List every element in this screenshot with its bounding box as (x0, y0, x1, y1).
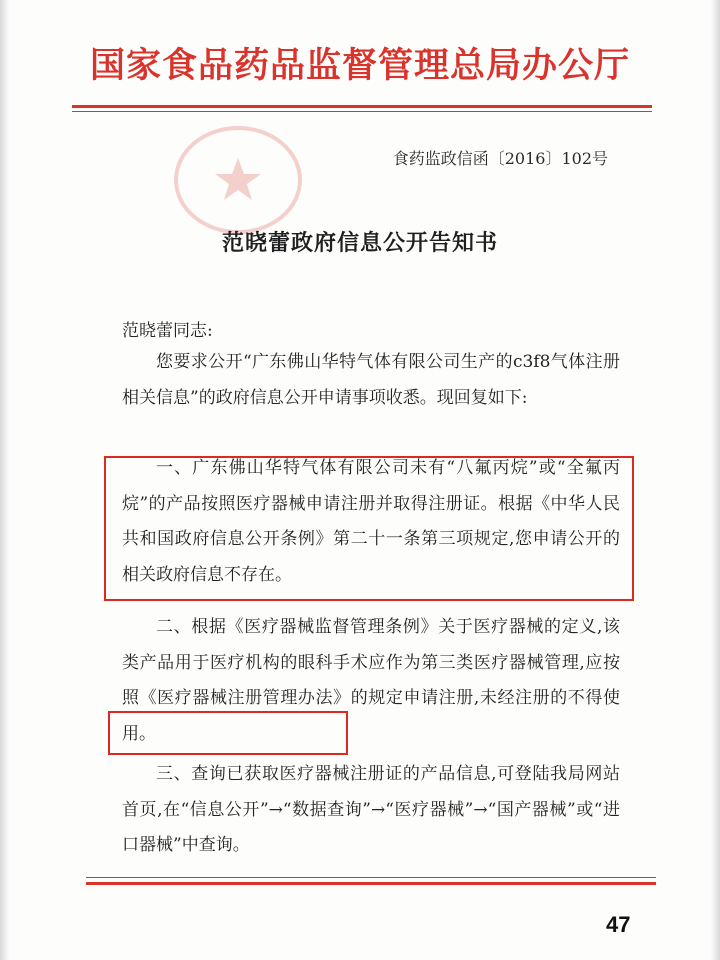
paragraph-intro: 您要求公开“广东佛山华特气体有限公司生产的c3f8气体注册相关信息”的政府信息公开申请事项收悉。现回复如下: (122, 352, 620, 408)
footer-rule-thick (86, 882, 656, 885)
paragraph-item-2: 二、根据《医疗器械监督管理条例》关于医疗器械的定义,该类产品用于医疗机构的眼科手术应作为第三类医疗器械管理,应按照《医疗器械注册管理办法》的规定申请注册,未经注册的不得使用。 (122, 617, 620, 744)
organization-header: 国家食品药品监督管理总局办公厅 (89, 45, 630, 86)
highlight-box-item-1 (104, 456, 634, 601)
page-title: 范晓蕾政府信息公开告知书 (221, 230, 498, 256)
paragraph-item-3: 三、查询已获取医疗器械注册证的产品信息,可登陆我局网站首页,在“信息公开”→“数据查询”→“医疗器械”→“国产器械”或“进口器械”中查询。 (122, 764, 620, 855)
salutation: 范晓蕾同志: (122, 321, 213, 341)
highlight-box-unregistered (108, 711, 348, 755)
seal-star-icon (215, 158, 261, 200)
header-rule-thick (72, 105, 652, 108)
paragraph-item-1: 一、广东佛山华特气体有限公司未有“八氟丙烷”或“全氟丙烷”的产品按照医疗器械申请注册并取得注册证。根据《中华人民共和国政府信息公开条例》第二十一条第三项规定,您申请公开的相关政府信息不存在。 (122, 458, 620, 585)
scan-edge-left (0, 0, 10, 960)
document-number: 食药监政信函〔2016〕102号 (392, 149, 608, 168)
header-rule-thin (72, 111, 652, 112)
page-number: 47 (606, 912, 631, 937)
footer-rule-thin (86, 877, 656, 878)
official-seal-watermark (168, 120, 308, 235)
scan-edge-right (710, 0, 720, 960)
